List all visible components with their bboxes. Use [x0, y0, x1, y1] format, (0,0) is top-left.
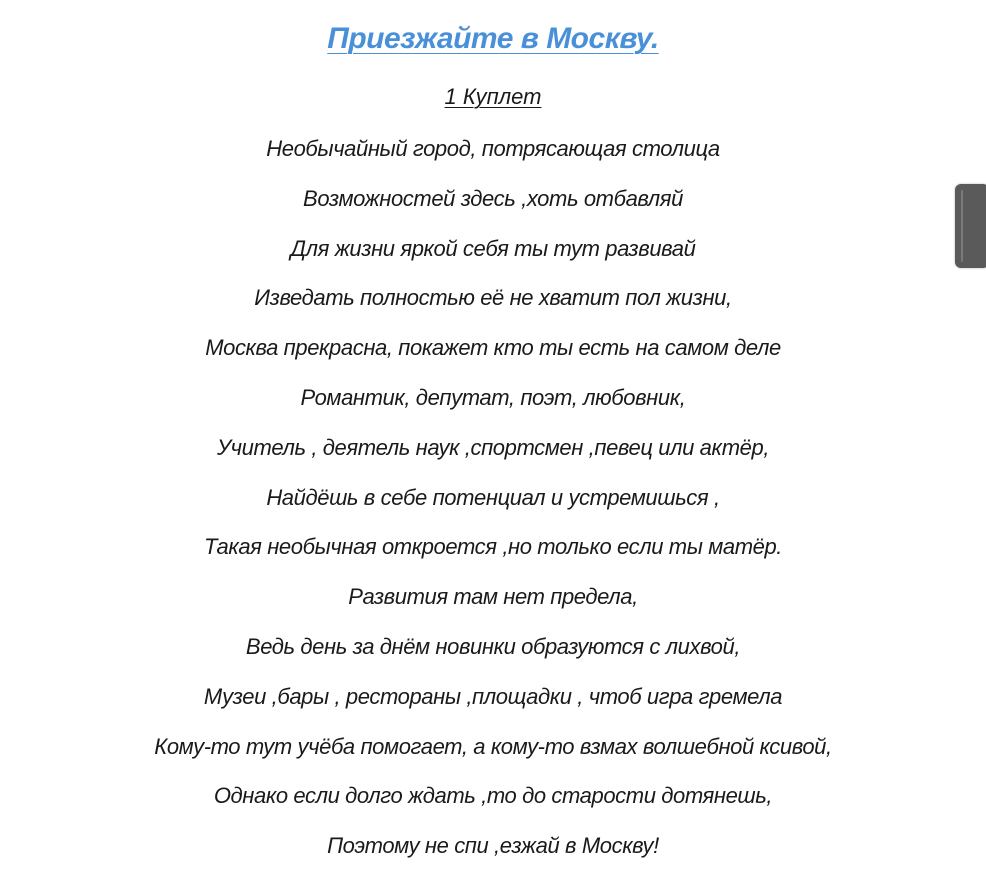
lyric-line: Однако если долго ждать ,то до старости дотянешь, — [213, 783, 773, 809]
lyric-line: Найдёшь в себе потенциал и устремишься , — [266, 484, 720, 510]
lyric-line: Ведь день за днём новинки образуются с лихвой, — [245, 633, 741, 659]
lyric-line: Такая необычная откроется ,но только если ты матёр. — [203, 534, 783, 560]
verse-heading-text: 1 Куплет — [444, 84, 542, 109]
lyric-line: Учитель , деятель наук ,спортсмен ,певец или актёр, — [216, 434, 770, 460]
lyric-line: Для жизни яркой себя ты тут развивай — [290, 235, 696, 261]
lyric-line: Поэтому не спи ,езжай в Москву! — [327, 833, 659, 859]
verse-heading — [0, 84, 986, 110]
document-title-text: Приезжайте в Москву. — [327, 22, 659, 55]
lyrics-lines — [0, 124, 986, 871]
lyric-line: Романтик, депутат, поэт, любовник, — [300, 384, 686, 410]
lyric-line: Кому-то тут учёба помогает, а кому-то взмах волшебной ксивой, — [154, 733, 832, 759]
lyric-line: Возможностей здесь ,хоть отбавляй — [303, 185, 683, 211]
document-title — [0, 22, 986, 56]
lyric-line: Москва прекрасна, покажет кто ты есть на самом деле — [205, 335, 781, 361]
lyric-line: Развития там нет предела, — [348, 584, 638, 610]
lyric-line: Музеи ,бары , рестораны ,площадки , чтоб игра гремела — [203, 683, 783, 709]
lyric-line: Изведать полностью её не хватит пол жизни, — [254, 285, 732, 311]
scroll-handle[interactable] — [955, 184, 986, 268]
lyric-line: Необычайный город, потрясающая столица — [266, 136, 720, 161]
